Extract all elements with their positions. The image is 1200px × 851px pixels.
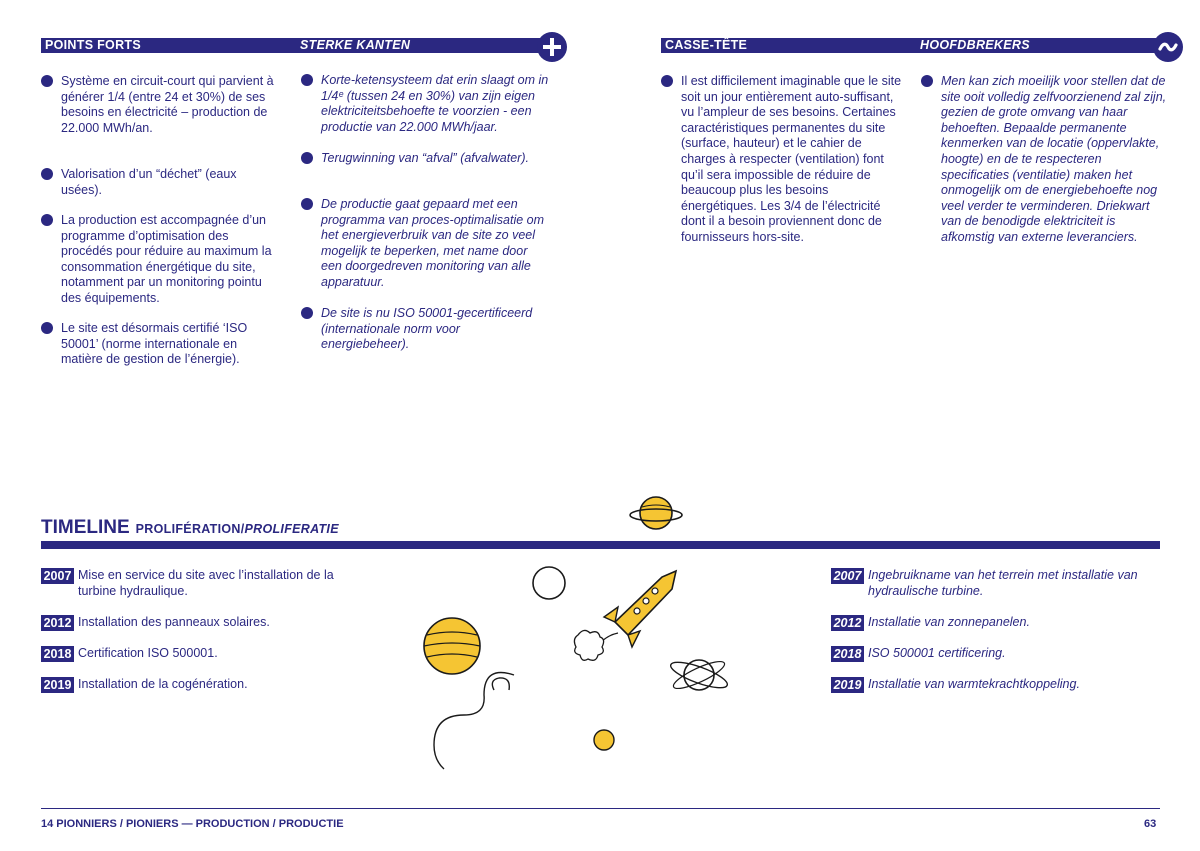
timeline-fr-2018: 2018 Certification ISO 500001. bbox=[41, 646, 341, 662]
year-badge: 2019 bbox=[41, 677, 74, 693]
plus-bullet-icon bbox=[301, 307, 313, 319]
sterke-kant-nl-1: Korte-ketensysteem dat erin slaagt om in 1/4ᵉ (tussen 24 en 30%) van zijn eigen elektriciteitsbehoefte te voorzien - een productie van 22.000 MWh/jaar. bbox=[301, 73, 551, 135]
rocket-illustration bbox=[574, 571, 676, 660]
year-badge: 2012 bbox=[41, 615, 74, 631]
sterke-kant-nl-2: Terugwinning van “afval” (afvalwater). bbox=[301, 151, 551, 167]
point-fort-fr-3: La production est accompagnée d’un programme d’optimisation des procédés pour réduire au maximum la consommation énergétique du site, notamment par un monitoring pointu des équipements. bbox=[41, 213, 281, 307]
year-badge: 2007 bbox=[41, 568, 74, 584]
timeline-heading: TIMELINE bbox=[41, 517, 130, 538]
striped-planet-icon bbox=[424, 618, 480, 674]
point-fort-fr-1: Système en circuit-court qui parvient à générer 1/4 (entre 24 et 30%) de ses besoins en électricité – production de 22.000 MWh/an. bbox=[41, 74, 281, 136]
hoofdbrekers-nl: Men kan zich moeilijk voor stellen dat de site ooit volledig zelfvoorzienend zal zijn, gezien de grote omvang van haar behoeften. Bepaalde permanente kenmerken van de locatie (oppervlakte, hoogte) en de te respecteren specificaties (ventilatie) maken het onmogelijk om de energiebehoefte nog veel verder te verminderen. Driekwart van de benodigde elektriciteit is afkomstig van externe leveranciers. bbox=[921, 74, 1171, 246]
swirl-trail-icon bbox=[434, 673, 514, 770]
outline-planet-icon bbox=[533, 567, 565, 599]
hoofdbrekers-label: HOOFDBREKERS bbox=[920, 38, 1030, 52]
plus-icon bbox=[537, 32, 567, 62]
timeline-fr-2019: 2019 Installation de la cogénération. bbox=[41, 677, 341, 693]
year-badge: 2019 bbox=[831, 677, 864, 693]
space-illustration bbox=[410, 485, 740, 775]
timeline-subtitle-nl: PROLIFERATIE bbox=[244, 522, 339, 536]
plus-badge bbox=[537, 32, 567, 62]
timeline-nl-2012: 2012 Installatie van zonnepanelen. bbox=[831, 615, 1151, 631]
plus-bullet-icon bbox=[301, 152, 313, 164]
year-badge: 2018 bbox=[41, 646, 74, 662]
plus-bullet-icon bbox=[41, 322, 53, 334]
small-yellow-planet-icon bbox=[594, 730, 614, 750]
plus-bullet-icon bbox=[301, 198, 313, 210]
timeline-nl-2019: 2019 Installatie van warmtekrachtkoppeling. bbox=[831, 677, 1151, 693]
timeline-fr-2007: 2007 Mise en service du site avec l’installation de la turbine hydraulique. bbox=[41, 568, 341, 599]
casse-tete-fr: Il est difficilement imaginable que le site soit un jour entièrement auto-suffisant, vu l’ampleur de ses besoins. Certaines caractéristiques permanentes du site (surface, hauteur) et le cahier de charges à respecter (ventilation) font qu’il sera impossible de réduire de beaucoup plus les besoins énergétiques. Les 3/4 de l’électricité dont il a besoin proviennent donc de fournisseurs hors-site. bbox=[661, 74, 906, 246]
tilde-bullet-icon bbox=[661, 75, 673, 87]
plus-bullet-icon bbox=[301, 74, 313, 86]
footer-title: 14 PIONNIERS / PIONIERS — PRODUCTION / PRODUCTIE bbox=[41, 818, 344, 830]
orbit-planet-icon bbox=[668, 657, 730, 693]
timeline-nl-2007: 2007 Ingebruikname van het terrein met installatie van hydraulische turbine. bbox=[831, 568, 1151, 599]
sterke-kant-nl-3: De productie gaat gepaard met een programma van proces-optimalisatie om het energieverbruik van de site zo veel mogelijk te beperken, met name door een doorgedreven monitoring van alle apparatuur. bbox=[301, 197, 551, 291]
timeline-nl-2018: 2018 ISO 500001 certificering. bbox=[831, 646, 1151, 662]
plus-bullet-icon bbox=[41, 75, 53, 87]
year-badge: 2012 bbox=[831, 615, 864, 631]
footer-rule bbox=[41, 808, 1160, 809]
timeline-title bbox=[41, 517, 339, 539]
timeline-subtitle-fr: PROLIFÉRATION/ bbox=[135, 522, 245, 536]
sterke-kant-nl-4: De site is nu ISO 50001-gecertificeerd (internationale norm voor energiebeheer). bbox=[301, 306, 551, 353]
points-forts-label: POINTS FORTS bbox=[45, 38, 141, 52]
tilde-badge bbox=[1153, 32, 1183, 62]
tilde-icon bbox=[1153, 32, 1183, 62]
casse-tete-label: CASSE-TÊTE bbox=[665, 38, 748, 52]
tilde-bullet-icon bbox=[921, 75, 933, 87]
point-fort-fr-4: Le site est désormais certifié ‘ISO 50001’ (norme internationale en matière de gestion de l’énergie). bbox=[41, 321, 266, 368]
point-fort-fr-2: Valorisation d’un “déchet” (eaux usées). bbox=[41, 167, 241, 198]
page-number: 63 bbox=[1144, 818, 1157, 830]
ringed-planet-icon bbox=[630, 497, 682, 529]
year-badge: 2007 bbox=[831, 568, 864, 584]
plus-bullet-icon bbox=[41, 168, 53, 180]
sterke-kanten-label: STERKE KANTEN bbox=[300, 38, 411, 52]
timeline-fr-2012: 2012 Installation des panneaux solaires. bbox=[41, 615, 341, 631]
plus-bullet-icon bbox=[41, 214, 53, 226]
year-badge: 2018 bbox=[831, 646, 864, 662]
